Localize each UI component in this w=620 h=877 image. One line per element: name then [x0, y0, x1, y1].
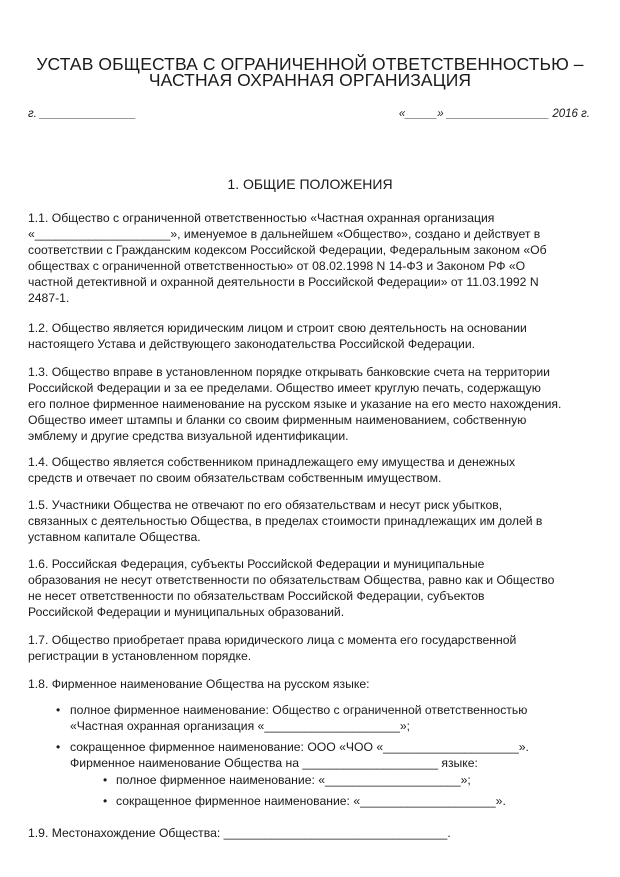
paragraph-1-2 [28, 320, 593, 352]
paragraph-1-1 [28, 210, 593, 306]
section-title: 1. ОБЩИЕ ПОЛОЖЕНИЯ [227, 176, 393, 192]
sub-bullet-icon: • [103, 773, 108, 787]
paragraph-line: частной детективной и охранной деятельности в Российской Федерации» от 11.03.1992 N [28, 275, 539, 289]
paragraph-1-8: 1.8. Фирменное наименование Общества на русском языке: [28, 677, 370, 691]
paragraph-line: 1.1. Общество с ограниченной ответственностью «Частная охранная организация [28, 211, 495, 225]
paragraph-line: эмблему и другие средства визуальной идентификации. [28, 429, 349, 443]
sub-bullet-icon: • [103, 794, 108, 808]
paragraph-line: регистрации в установленном порядке. [28, 649, 252, 663]
paragraph-line: Российской Федерации и за ее пределами. Общество имеет круглую печать, содержащую [28, 381, 541, 395]
paragraph-line: обществах с ограниченной ответственностью» от 08.02.1998 N 14-ФЗ и Законом РФ «О [28, 259, 526, 273]
bullet-full-name-line2: «Частная охранная организация «____________________»; [70, 719, 411, 733]
paragraph-line: уставном капитале Общества. [28, 530, 201, 544]
paragraph-1-5 [28, 497, 593, 545]
paragraph-line: 1.7. Общество приобретает права юридического лица с момента его государственной [28, 633, 517, 647]
bullet-icon: • [56, 740, 61, 754]
paragraph-1-9: 1.9. Местонахождение Общества: _________________________________. [28, 826, 451, 840]
paragraph-line: средств и отвечает по своим обязательствам собственным имуществом. [28, 471, 442, 485]
bullet-short-name-line1: сокращенное фирменное наименование: ООО «ЧОО «____________________». [70, 740, 529, 754]
date-field: «_____» ________________ 2016 г. [398, 108, 590, 120]
paragraph-line: 1.4. Общество является собственником принадлежащего ему имущества и денежных [28, 455, 516, 469]
paragraph-line: 1.5. Участники Общества не отвечают по его обязательствам и несут риск убытков, [28, 498, 503, 512]
paragraph-1-4 [28, 454, 593, 486]
paragraph-1-6 [28, 556, 593, 620]
document-title-line1: УСТАВ ОБЩЕСТВА С ОГРАНИЧЕННОЙ ОТВЕТСТВЕННОСТЬЮ – [36, 54, 584, 74]
bullet-short-name-line2: Фирменное наименование Общества на ____________________ языке: [70, 756, 478, 770]
bullet-icon: • [56, 703, 61, 717]
paragraph-line: Общество имеет штампы и бланки со своим фирменным наименованием, собственную [28, 413, 527, 427]
paragraph-line: 1.2. Общество является юридическим лицом и строит свою деятельность на основании [28, 321, 527, 335]
paragraph-line: его полное фирменное наименование на русском языке и указание на его место нахождения. [28, 397, 562, 411]
sub-bullet-short-name: сокращенное фирменное наименование: «____________________». [116, 794, 506, 808]
paragraph-line: 2487-1. [28, 291, 70, 305]
paragraph-line: 1.3. Общество вправе в установленном порядке открывать банковские счета на территории [28, 365, 550, 379]
document-title-line2: ЧАСТНАЯ ОХРАННАЯ ОРГАНИЗАЦИЯ [148, 70, 472, 90]
sub-bullet-full-name: полное фирменное наименование: «____________________»; [116, 773, 471, 787]
paragraph-line: не несет ответственности по обязательствам Российской Федерации, субъектов [28, 589, 485, 603]
paragraph-line: «____________________», именуемое в дальнейшем «Общество», создано и действует в [28, 227, 541, 241]
paragraph-line: настоящего Устава и действующего законодательства Российской Федерации. [28, 337, 476, 351]
paragraph-line: 1.6. Российская Федерация, субъекты Российской Федерации и муниципальные [28, 557, 485, 571]
paragraph-line: соответствии с Гражданским кодексом Российской Федерации, Федеральным законом «Об [28, 243, 547, 257]
paragraph-line: связанных с деятельностью Общества, в пределах стоимости принадлежащих им долей в [28, 514, 543, 528]
paragraph-1-3 [28, 364, 593, 444]
city-field: г. _______________ [28, 108, 136, 120]
paragraph-line: образования не несут ответственности по обязательствам Общества, равно как и Общество [28, 573, 555, 587]
paragraph-1-7 [28, 632, 593, 664]
bullet-full-name-line1: полное фирменное наименование: Общество с ограниченной ответственностью [70, 703, 528, 717]
paragraph-line: Российской Федерации и муниципальных образований. [28, 605, 345, 619]
